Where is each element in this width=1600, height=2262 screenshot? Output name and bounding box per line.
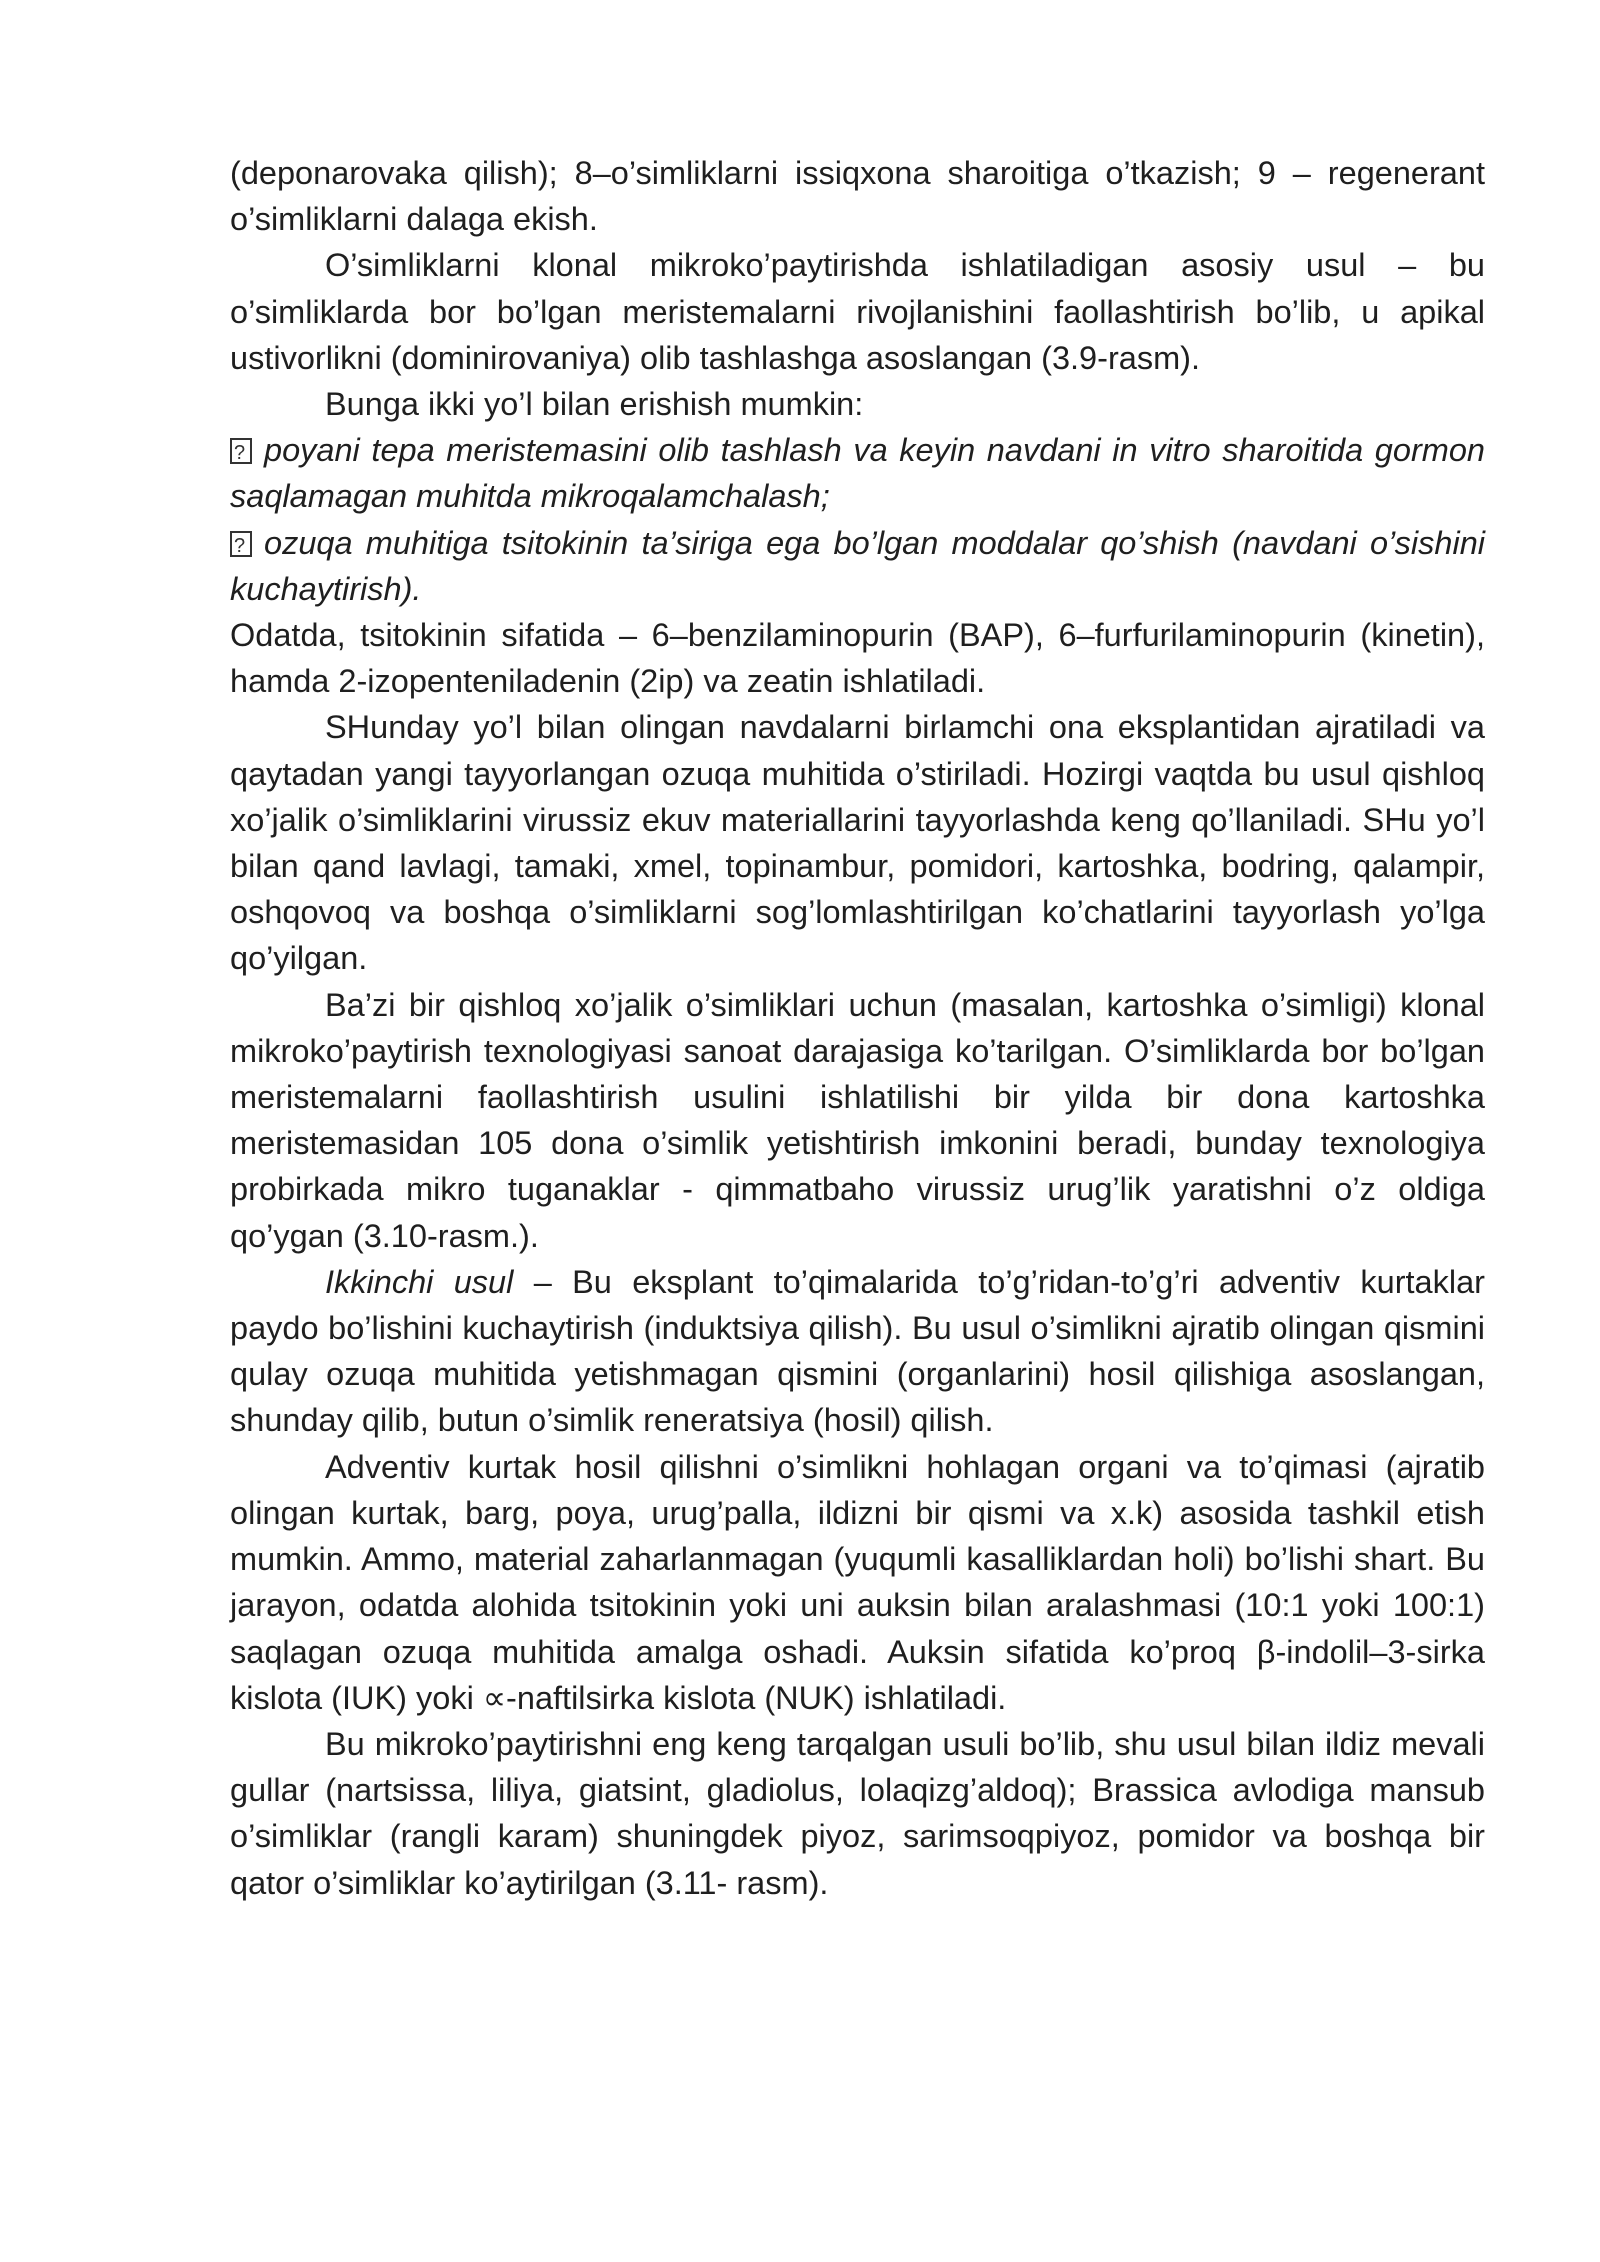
paragraph-main-method: O’simliklarni klonal mikroko’paytirishda ishlatiladigan asosiy usul – bu o’simliklarda bor bo’lgan meristemalarni rivojlanishini faollashtirish bo’lib, u apikal ustivorlikni (dominirovaniya) olib tashlashga asoslangan (3.9-rasm). (230, 247, 1485, 376)
bullet-item-2-text: ozuqa muhitiga tsitokinin ta’siriga ega bo’lgan moddalar qo’shish (navdani o’sishini kuchaytirish). (230, 524, 1485, 607)
missing-glyph-icon (230, 531, 252, 557)
paragraph-potato: Ba’zi bir qishloq xo’jalik o’simliklari uchun (masalan, kartoshka o’simligi) klonal mikroko’paytirish texnologiyasi sanoat darajasiga ko’tarilgan. O’simliklarda bor bo’lgan meristemalarni faollashtirish usulini ishlatilishi bir yilda bir dona kartoshka meristemasidan 105 dona o’simlik yetishtirish imkonini beradi, bunday texnologiya probirkada mikro tuganaklar - qimmatbaho virussiz urug’lik yaratishni o’z oldiga qo’ygan (3.10-rasm.). (230, 986, 1485, 1254)
paragraph-second-method (230, 1259, 1485, 1444)
paragraph-widespread: Bu mikroko’paytirishni eng keng tarqalgan usuli bo’lib, shu usul bilan ildiz mevali gullar (nartsissa, liliya, giatsint, gladiolus, lolaqizg’aldoq); Brassica avlodiga mansub o’simliklar (rangli karam) shuningdek piyoz, sarimsoqpiyoz, pomidor va boshqa bir qator o’simliklar ko’aytirilgan (3.11- rasm). (230, 1725, 1485, 1901)
paragraph-shoots: SHunday yo’l bilan olingan navdalarni birlamchi ona eksplantidan ajratiladi va qaytadan yangi tayyorlangan ozuqa muhitida o’stiriladi. Hozirgi vaqtda bu usul qishloq xo’jalik o’simliklarini virussiz ekuv materiallarini tayyorlashda keng qo’llaniladi. SHu yo’l bilan qand lavlagi, tamaki, xmel, topinambur, pomidori, kartoshka, bodring, qalampir, oshqovoq va boshqa o’simliklarni sog’lomlashtirilgan ko’chatlarini tayyorlash yo’lga qo’yilgan. (230, 709, 1485, 977)
paragraph-adventive: Adventiv kurtak hosil qilishni o’simlikni hohlagan organi va to’qimasi (ajratib olingan kurtak, barg, poya, urug’palla, ildizni bir qismi va x.k) asosida tashkil etish mumkin. Ammo, material zaharlanmagan (yuqumli kasalliklardan holi) bo’lishi shart. Bu jarayon, odatda alohida tsitokinin yoki uni auksin bilan aralashmasi (10:1 yoki 100:1) saqlagan ozuqa muhitida amalga oshadi. Auksin sifatida ko’proq β-indolil–3-sirka kislota (IUK) yoki ∝-naftilsirka kislota (NUK) ishlatiladi. (230, 1448, 1485, 1716)
second-method-text: – Bu eksplant to’qimalarida to’g’ridan-to’g’ri adventiv kurtaklar paydo bo’lishini kuchaytirish (induktsiya qilish). Bu usul o’simlikni ajratib olingan qismini qulay ozuqa muhitida yetishmagan qismini (organlarini) hosil qilishiga asoslangan, shunday qilib, butun o’simlik reneratsiya (hosil) qilish. (230, 1263, 1485, 1439)
missing-glyph-icon (230, 438, 252, 464)
bullet-item-2 (230, 520, 1485, 612)
paragraph-two-ways: Bunga ikki yo’l bilan erishish mumkin: (325, 386, 864, 423)
bullet-item-1 (230, 427, 1485, 519)
paragraph-continuation: (deponarovaka qilish); 8–o’simliklarni issiqxona sharoitiga o’tkazish; 9 – regenerant o’simliklarni dalaga ekish. (230, 155, 1485, 238)
bullet-item-1-text: poyani tepa meristemasini olib tashlash va keyin navdani in vitro sharoitida gormon saqlamagan muhitda mikroqalamchalash; (230, 432, 1485, 515)
paragraph-cytokinins: Odatda, tsitokinin sifatida – 6–benzilaminopurin (BAP), 6–furfurilaminopurin (kinetin), hamda 2-izopenteniladenin (2ip) va zeatin ishlatiladi. (230, 617, 1485, 700)
document-page (230, 150, 1485, 1906)
second-method-title: Ikkinchi usul (325, 1263, 514, 1300)
